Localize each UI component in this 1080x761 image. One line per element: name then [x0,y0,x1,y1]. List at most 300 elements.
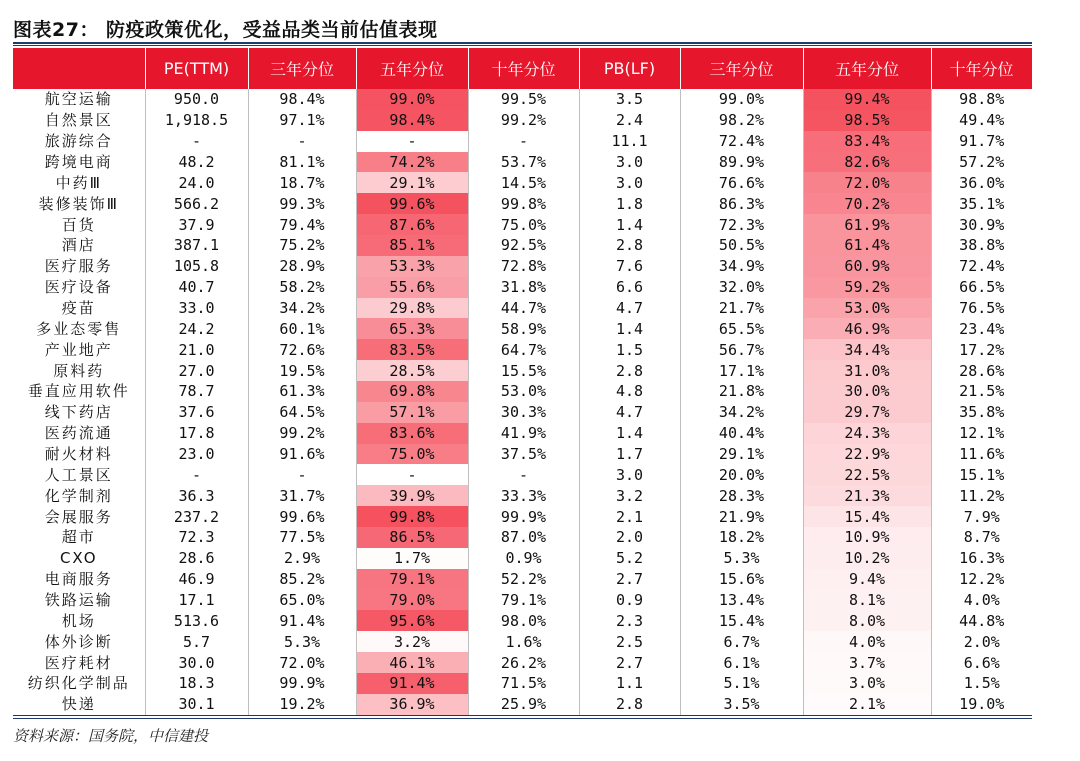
value-cell: 61.9% [803,214,931,235]
value-cell: 29.1% [356,172,468,193]
value-cell: 98.5% [803,110,931,131]
value-cell: 64.7% [468,339,579,360]
value-cell: 2.9% [248,548,356,569]
value-cell: 33.3% [468,485,579,506]
value-cell: 41.9% [468,423,579,444]
value-cell: 98.0% [468,610,579,631]
value-cell: 11.6% [931,444,1032,465]
value-cell: 99.3% [248,193,356,214]
value-cell: 22.5% [803,464,931,485]
value-cell: 2.4 [579,110,680,131]
value-cell: 11.1 [579,131,680,152]
value-cell: - [356,464,468,485]
value-cell: 12.1% [931,423,1032,444]
table-row [13,214,1032,235]
value-cell: 82.6% [803,152,931,173]
table-row [13,485,1032,506]
value-cell: 86.5% [356,527,468,548]
value-cell: 46.1% [356,652,468,673]
table-row [13,235,1032,256]
value-cell: 78.7 [145,381,248,402]
table-row [13,339,1032,360]
value-cell: 48.2 [145,152,248,173]
value-cell: 5.3% [248,631,356,652]
value-cell: 8.7% [931,527,1032,548]
value-cell: 21.5% [931,381,1032,402]
value-cell: 7.9% [931,506,1032,527]
value-cell: 1.8 [579,193,680,214]
value-cell: 71.5% [468,673,579,694]
value-cell: 81.1% [248,152,356,173]
value-cell: 18.2% [680,527,803,548]
column-header [13,48,145,89]
value-cell: 22.9% [803,444,931,465]
value-cell: 37.5% [468,444,579,465]
table-row [13,131,1032,152]
value-cell: 66.5% [931,277,1032,298]
value-cell: 40.4% [680,423,803,444]
table-row [13,172,1032,193]
value-cell: 59.2% [803,277,931,298]
value-cell: 79.0% [356,590,468,611]
value-cell: 79.1% [468,590,579,611]
value-cell: 36.9% [356,694,468,715]
value-cell: 46.9 [145,569,248,590]
value-cell: 6.7% [680,631,803,652]
value-cell: 58.2% [248,277,356,298]
value-cell: 1.7 [579,444,680,465]
value-cell: 5.1% [680,673,803,694]
value-cell: 91.6% [248,444,356,465]
value-cell: 91.7% [931,131,1032,152]
column-header: 三年分位 [248,48,356,89]
value-cell: 19.0% [931,694,1032,715]
value-cell: 1,918.5 [145,110,248,131]
value-cell: 72.6% [248,339,356,360]
table-row [13,631,1032,652]
table-row [13,464,1032,485]
value-cell: 19.5% [248,360,356,381]
value-cell: 50.5% [680,235,803,256]
industry-name-cell: 超市 [61,528,96,547]
industry-name-cell: 会展服务 [44,507,113,526]
table-row [13,193,1032,214]
value-cell: 99.4% [803,89,931,110]
value-cell: 20.0% [680,464,803,485]
value-cell: 99.2% [468,110,579,131]
value-cell: 10.2% [803,548,931,569]
industry-name-cell: 耐火材料 [44,445,113,464]
value-cell: 32.0% [680,277,803,298]
valuation-table [13,48,1033,716]
table-row [13,318,1032,339]
industry-name-cell: 自然景区 [44,111,113,130]
value-cell: 75.0% [468,214,579,235]
industry-name-cell: 医疗服务 [44,257,113,276]
value-cell: 99.0% [356,89,468,110]
value-cell: 98.4% [356,110,468,131]
table-body [13,89,1032,715]
table-row [13,89,1032,110]
value-cell: 92.5% [468,235,579,256]
value-cell: 1.7% [356,548,468,569]
value-cell: 2.1% [803,694,931,715]
value-cell: 44.7% [468,298,579,319]
industry-name-cell: 机场 [61,611,96,630]
value-cell: 21.8% [680,381,803,402]
table-row [13,110,1032,131]
industry-name-cell: 中药Ⅲ [55,173,102,192]
value-cell: 99.8% [468,193,579,214]
table-row [13,360,1032,381]
value-cell: 3.0% [803,673,931,694]
value-cell: 2.0% [931,631,1032,652]
industry-name-cell: 垂直应用软件 [27,382,130,401]
value-cell: 17.8 [145,423,248,444]
value-cell: 18.7% [248,172,356,193]
value-cell: 24.0 [145,172,248,193]
value-cell: 44.8% [931,610,1032,631]
table-row [13,569,1032,590]
value-cell: 79.1% [356,569,468,590]
industry-name-cell: 疫苗 [61,299,96,318]
table-row [13,423,1032,444]
value-cell: 83.5% [356,339,468,360]
column-header: 三年分位 [680,48,803,89]
column-header: PB(LF) [579,48,680,89]
value-cell: 34.2% [680,402,803,423]
value-cell: 60.9% [803,256,931,277]
value-cell: 2.5 [579,631,680,652]
value-cell: 26.2% [468,652,579,673]
value-cell: 36.0% [931,172,1032,193]
value-cell: 35.1% [931,193,1032,214]
value-cell: 53.0% [803,298,931,319]
value-cell: 15.1% [931,464,1032,485]
value-cell: 17.2% [931,339,1032,360]
value-cell: 3.2 [579,485,680,506]
industry-name-cell: 铁路运输 [44,591,113,610]
value-cell: 31.7% [248,485,356,506]
industry-name-cell: 医药流通 [44,424,113,443]
value-cell: 28.9% [248,256,356,277]
value-cell: 16.3% [931,548,1032,569]
table-row [13,402,1032,423]
value-cell: 65.3% [356,318,468,339]
value-cell: 6.6 [579,277,680,298]
value-cell: 99.6% [248,506,356,527]
value-cell: 85.2% [248,569,356,590]
value-cell: 65.5% [680,318,803,339]
value-cell: 513.6 [145,610,248,631]
value-cell: 21.3% [803,485,931,506]
industry-name-cell: 医疗耗材 [44,653,113,672]
figure-title: 图表27： 防疫政策优化，受益品类当前估值表现 [13,19,438,41]
value-cell: 99.2% [248,423,356,444]
value-cell: 1.4 [579,214,680,235]
industry-name-cell: 原料药 [53,361,105,380]
value-cell: 3.2% [356,631,468,652]
value-cell: 1.4 [579,423,680,444]
value-cell: 30.3% [468,402,579,423]
value-cell: 4.0% [803,631,931,652]
table-row [13,277,1032,298]
value-cell: 12.2% [931,569,1032,590]
value-cell: 31.8% [468,277,579,298]
value-cell: - [468,464,579,485]
value-cell: 24.3% [803,423,931,444]
value-cell: 72.0% [248,652,356,673]
industry-name-cell: 产业地产 [44,340,113,359]
value-cell: 31.0% [803,360,931,381]
value-cell: 70.2% [803,193,931,214]
value-cell: 53.0% [468,381,579,402]
value-cell: 30.1 [145,694,248,715]
value-cell: 0.9 [579,590,680,611]
value-cell: 61.4% [803,235,931,256]
industry-name-cell: 装修装饰Ⅲ [38,194,119,213]
value-cell: 49.4% [931,110,1032,131]
table-row [13,381,1032,402]
value-cell: - [145,464,248,485]
table-row [13,652,1032,673]
value-cell: 1.5 [579,339,680,360]
value-cell: 2.8 [579,694,680,715]
value-cell: 89.9% [680,152,803,173]
value-cell: 3.0 [579,172,680,193]
value-cell: 72.4% [931,256,1032,277]
value-cell: 566.2 [145,193,248,214]
value-cell: 28.6 [145,548,248,569]
column-header: 五年分位 [803,48,931,89]
value-cell: 15.4% [680,610,803,631]
value-cell: 4.7 [579,402,680,423]
industry-name-cell: 线下药店 [44,403,113,422]
value-cell: 8.0% [803,610,931,631]
value-cell: 69.8% [356,381,468,402]
table-header-row [13,48,1032,89]
value-cell: 5.3% [680,548,803,569]
column-header: 十年分位 [468,48,579,89]
column-header: 十年分位 [931,48,1032,89]
value-cell: 99.6% [356,193,468,214]
value-cell: 28.3% [680,485,803,506]
value-cell: 38.8% [931,235,1032,256]
value-cell: 21.0 [145,339,248,360]
value-cell: 39.9% [356,485,468,506]
value-cell: 99.5% [468,89,579,110]
value-cell: 7.6 [579,256,680,277]
value-cell: 3.7% [803,652,931,673]
value-cell: 61.3% [248,381,356,402]
value-cell: - [356,131,468,152]
value-cell: 91.4% [248,610,356,631]
bottom-rule [13,718,1032,719]
value-cell: 29.1% [680,444,803,465]
value-cell: 75.2% [248,235,356,256]
value-cell: 2.3 [579,610,680,631]
value-cell: 3.0 [579,464,680,485]
industry-name-cell: 跨境电商 [44,153,113,171]
value-cell: 30.0% [803,381,931,402]
value-cell: 57.2% [931,152,1032,173]
value-cell: 83.4% [803,131,931,152]
value-cell: 53.3% [356,256,468,277]
industry-name-cell: 酒店 [61,236,96,255]
value-cell: 34.4% [803,339,931,360]
value-cell: 2.7 [579,569,680,590]
value-cell: 64.5% [248,402,356,423]
value-cell: 52.2% [468,569,579,590]
value-cell: 25.9% [468,694,579,715]
value-cell: 24.2 [145,318,248,339]
value-cell: 58.9% [468,318,579,339]
value-cell: 87.6% [356,214,468,235]
industry-name-cell: 百货 [61,215,96,234]
industry-name-cell: 快递 [13,694,145,715]
value-cell: 30.0 [145,652,248,673]
value-cell: 2.0 [579,527,680,548]
value-cell: 2.1 [579,506,680,527]
value-cell: 0.9% [468,548,579,569]
value-cell: 34.2% [248,298,356,319]
value-cell: 10.9% [803,527,931,548]
value-cell: 36.3 [145,485,248,506]
value-cell: 53.7% [468,152,579,173]
value-cell: 11.2% [931,485,1032,506]
value-cell: 77.5% [248,527,356,548]
industry-name-cell: 人工景区 [44,465,113,484]
value-cell: 29.7% [803,402,931,423]
industry-name-cell: 医疗设备 [44,278,113,297]
table-row [13,590,1032,611]
value-cell: - [248,131,356,152]
table-row [13,444,1032,465]
table-row [13,298,1032,319]
value-cell: 57.1% [356,402,468,423]
title-rule-thin [13,45,1032,46]
value-cell: 98.2% [680,110,803,131]
value-cell: 6.6% [931,652,1032,673]
value-cell: 5.2 [579,548,680,569]
value-cell: 15.4% [803,506,931,527]
value-cell: 40.7 [145,277,248,298]
value-cell: 83.6% [356,423,468,444]
value-cell: 18.3 [145,673,248,694]
value-cell: 1.6% [468,631,579,652]
value-cell: 9.4% [803,569,931,590]
table-row [13,152,1032,173]
value-cell: 8.1% [803,590,931,611]
table-row [13,673,1032,694]
value-cell: 950.0 [145,89,248,110]
value-cell: 13.4% [680,590,803,611]
value-cell: 27.0 [145,360,248,381]
value-cell: 4.7 [579,298,680,319]
table-row [13,610,1032,631]
value-cell: 17.1% [680,360,803,381]
value-cell: 34.9% [680,256,803,277]
table-row [13,548,1032,569]
value-cell: 6.1% [680,652,803,673]
value-cell: 2.7 [579,652,680,673]
value-cell: 98.8% [931,89,1032,110]
value-cell: 33.0 [145,298,248,319]
value-cell: 79.4% [248,214,356,235]
value-cell: 72.8% [468,256,579,277]
value-cell: 72.3 [145,527,248,548]
table-row [13,256,1032,277]
value-cell: - [468,131,579,152]
value-cell: 14.5% [468,172,579,193]
value-cell: 3.5% [680,694,803,715]
industry-name-cell: CXO [59,549,98,568]
industry-name-cell: 化学制剂 [44,486,113,505]
table-row [13,527,1032,548]
value-cell: 37.6 [145,402,248,423]
value-cell: 30.9% [931,214,1032,235]
value-cell: 3.5 [579,89,680,110]
value-cell: 99.8% [356,506,468,527]
value-cell: 72.4% [680,131,803,152]
industry-name-cell: 纺织化学制品 [27,674,130,693]
title-rule [13,42,1032,44]
industry-name-cell: 电商服务 [44,570,113,589]
value-cell: 99.9% [468,506,579,527]
value-cell: 15.5% [468,360,579,381]
value-cell: 74.2% [356,152,468,173]
value-cell: 85.1% [356,235,468,256]
value-cell: 105.8 [145,256,248,277]
value-cell: 98.4% [248,89,356,110]
value-cell: 86.3% [680,193,803,214]
table-row [13,506,1032,527]
industry-name-cell: 航空运输 [44,90,113,109]
value-cell: 56.7% [680,339,803,360]
value-cell: 21.7% [680,298,803,319]
value-cell: 72.0% [803,172,931,193]
value-cell: 28.6% [931,360,1032,381]
value-cell: 87.0% [468,527,579,548]
value-cell: 65.0% [248,590,356,611]
value-cell: 3.0 [579,152,680,173]
value-cell: 99.9% [248,673,356,694]
column-header: PE(TTM) [145,48,248,89]
value-cell: 97.1% [248,110,356,131]
value-cell: 99.0% [680,89,803,110]
value-cell: 95.6% [356,610,468,631]
industry-name-cell: 旅游综合 [44,132,113,151]
table-row [13,694,1032,715]
column-header: 五年分位 [356,48,468,89]
value-cell: 5.7 [145,631,248,652]
value-cell: - [248,464,356,485]
value-cell: 17.1 [145,590,248,611]
value-cell: 37.9 [145,214,248,235]
value-cell: 23.0 [145,444,248,465]
value-cell: 15.6% [680,569,803,590]
value-cell: 76.5% [931,298,1032,319]
value-cell: 21.9% [680,506,803,527]
value-cell: 91.4% [356,673,468,694]
value-cell: 387.1 [145,235,248,256]
value-cell: 72.3% [680,214,803,235]
value-cell: 19.2% [248,694,356,715]
value-cell: 75.0% [356,444,468,465]
value-cell: 1.4 [579,318,680,339]
value-cell: 4.8 [579,381,680,402]
value-cell: 4.0% [931,590,1032,611]
